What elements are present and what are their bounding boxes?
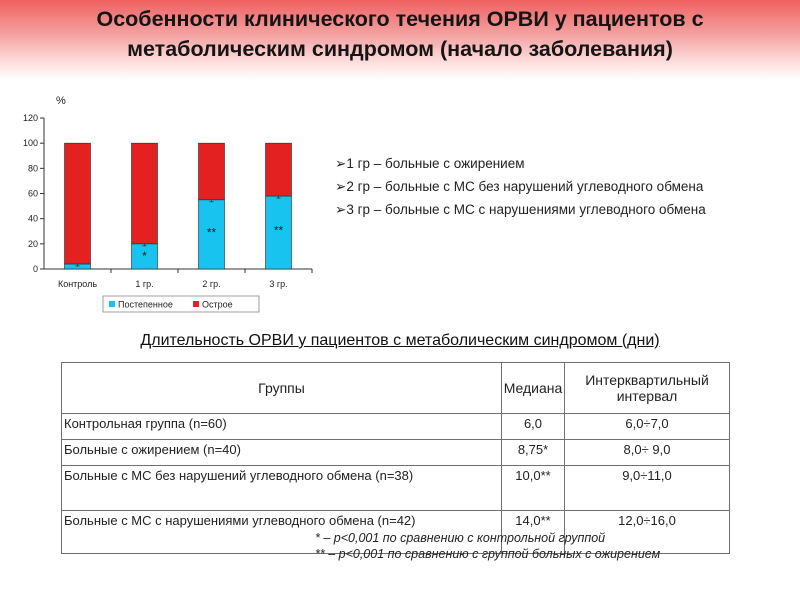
y-tick-label: 60 — [27, 188, 38, 199]
y-tick-label: 40 — [27, 213, 38, 224]
table-cell: 10,0** — [502, 466, 565, 511]
table-cell: 12,0÷16,0 — [565, 511, 730, 554]
page-title: Особенности клинического течения ОРВИ у пациентов с метаболическим синдромом (начало заболевания) — [96, 7, 704, 61]
bar-acute — [65, 143, 91, 264]
table-title: Длительность ОРВИ у пациентов с метаболическим синдромом (дни) — [140, 332, 660, 349]
x-tick-label: Контроль — [57, 279, 98, 289]
table-row — [62, 466, 730, 511]
table-cell: Контрольная группа (n=60) — [62, 414, 502, 440]
table-cell: 8,75* — [502, 440, 565, 466]
group-legend — [335, 152, 706, 221]
chart-legend-label: Острое — [202, 299, 233, 310]
duration-table — [61, 362, 730, 554]
legend-item: ➢2 гр – больные с МС без нарушений углеводного обмена — [335, 179, 704, 194]
column-header: Медиана — [502, 363, 565, 414]
y-tick-label: 20 — [27, 238, 38, 249]
footnotes: * – p<0,001 по сравнению с контрольной группой ** – p<0,001 по сравнению с группой больных с ожирением — [315, 531, 661, 561]
chart-legend-label: Постепенное — [118, 299, 173, 310]
table-header-row — [62, 363, 730, 414]
title-banner — [0, 0, 800, 80]
chart-legend-swatch — [193, 301, 199, 307]
legend-item: ➢3 гр – больные с МС с нарушениями углеводного обмена — [335, 202, 706, 217]
table-cell: 6,0÷7,0 — [565, 414, 730, 440]
significance-mark: ** — [206, 225, 217, 240]
stacked-bar-chart — [0, 88, 330, 320]
table-cell: 8,0÷ 9,0 — [565, 440, 730, 466]
column-header: Группы — [62, 363, 502, 414]
table-row — [62, 414, 730, 440]
legend-item-label: 1 гр – больные с ожирением — [346, 156, 525, 171]
y-tick-label: 120 — [22, 113, 38, 123]
legend-item-label: 2 гр – больные с МС без нарушений углеводного обмена — [346, 179, 704, 194]
bar-acute — [132, 143, 158, 244]
table-cell: Больные с ожирением (n=40) — [62, 440, 502, 466]
table-cell: Больные с МС с нарушениями углеводного обмена (n=42) — [62, 511, 502, 554]
bar-acute — [266, 143, 292, 196]
table-cell: 9,0÷11,0 — [565, 466, 730, 511]
y-tick-label: 80 — [27, 163, 38, 174]
column-header: Интерквартильный интервал — [565, 363, 730, 414]
significance-mark: ** — [273, 223, 284, 238]
chart-legend-swatch — [109, 301, 115, 307]
x-tick-label: 1 гр. — [135, 279, 154, 289]
y-axis-label: % — [56, 95, 66, 107]
table-cell: 14,0** — [502, 511, 565, 554]
y-tick-label: 0 — [32, 264, 38, 274]
table-row — [62, 440, 730, 466]
legend-item: ➢1 гр – больные с ожирением — [335, 156, 525, 171]
y-tick-label: 100 — [22, 138, 38, 149]
legend-item-label: 3 гр – больные с МС с нарушениями углеводного обмена — [346, 202, 706, 217]
table-cell: Больные с МС без нарушений углеводного обмена (n=38) — [62, 466, 502, 511]
x-tick-label: 2 гр. — [202, 279, 221, 289]
bar-acute — [199, 143, 225, 200]
table-cell: 6,0 — [502, 414, 565, 440]
x-tick-label: 3 гр. — [269, 279, 288, 289]
significance-mark: * — [142, 248, 147, 263]
